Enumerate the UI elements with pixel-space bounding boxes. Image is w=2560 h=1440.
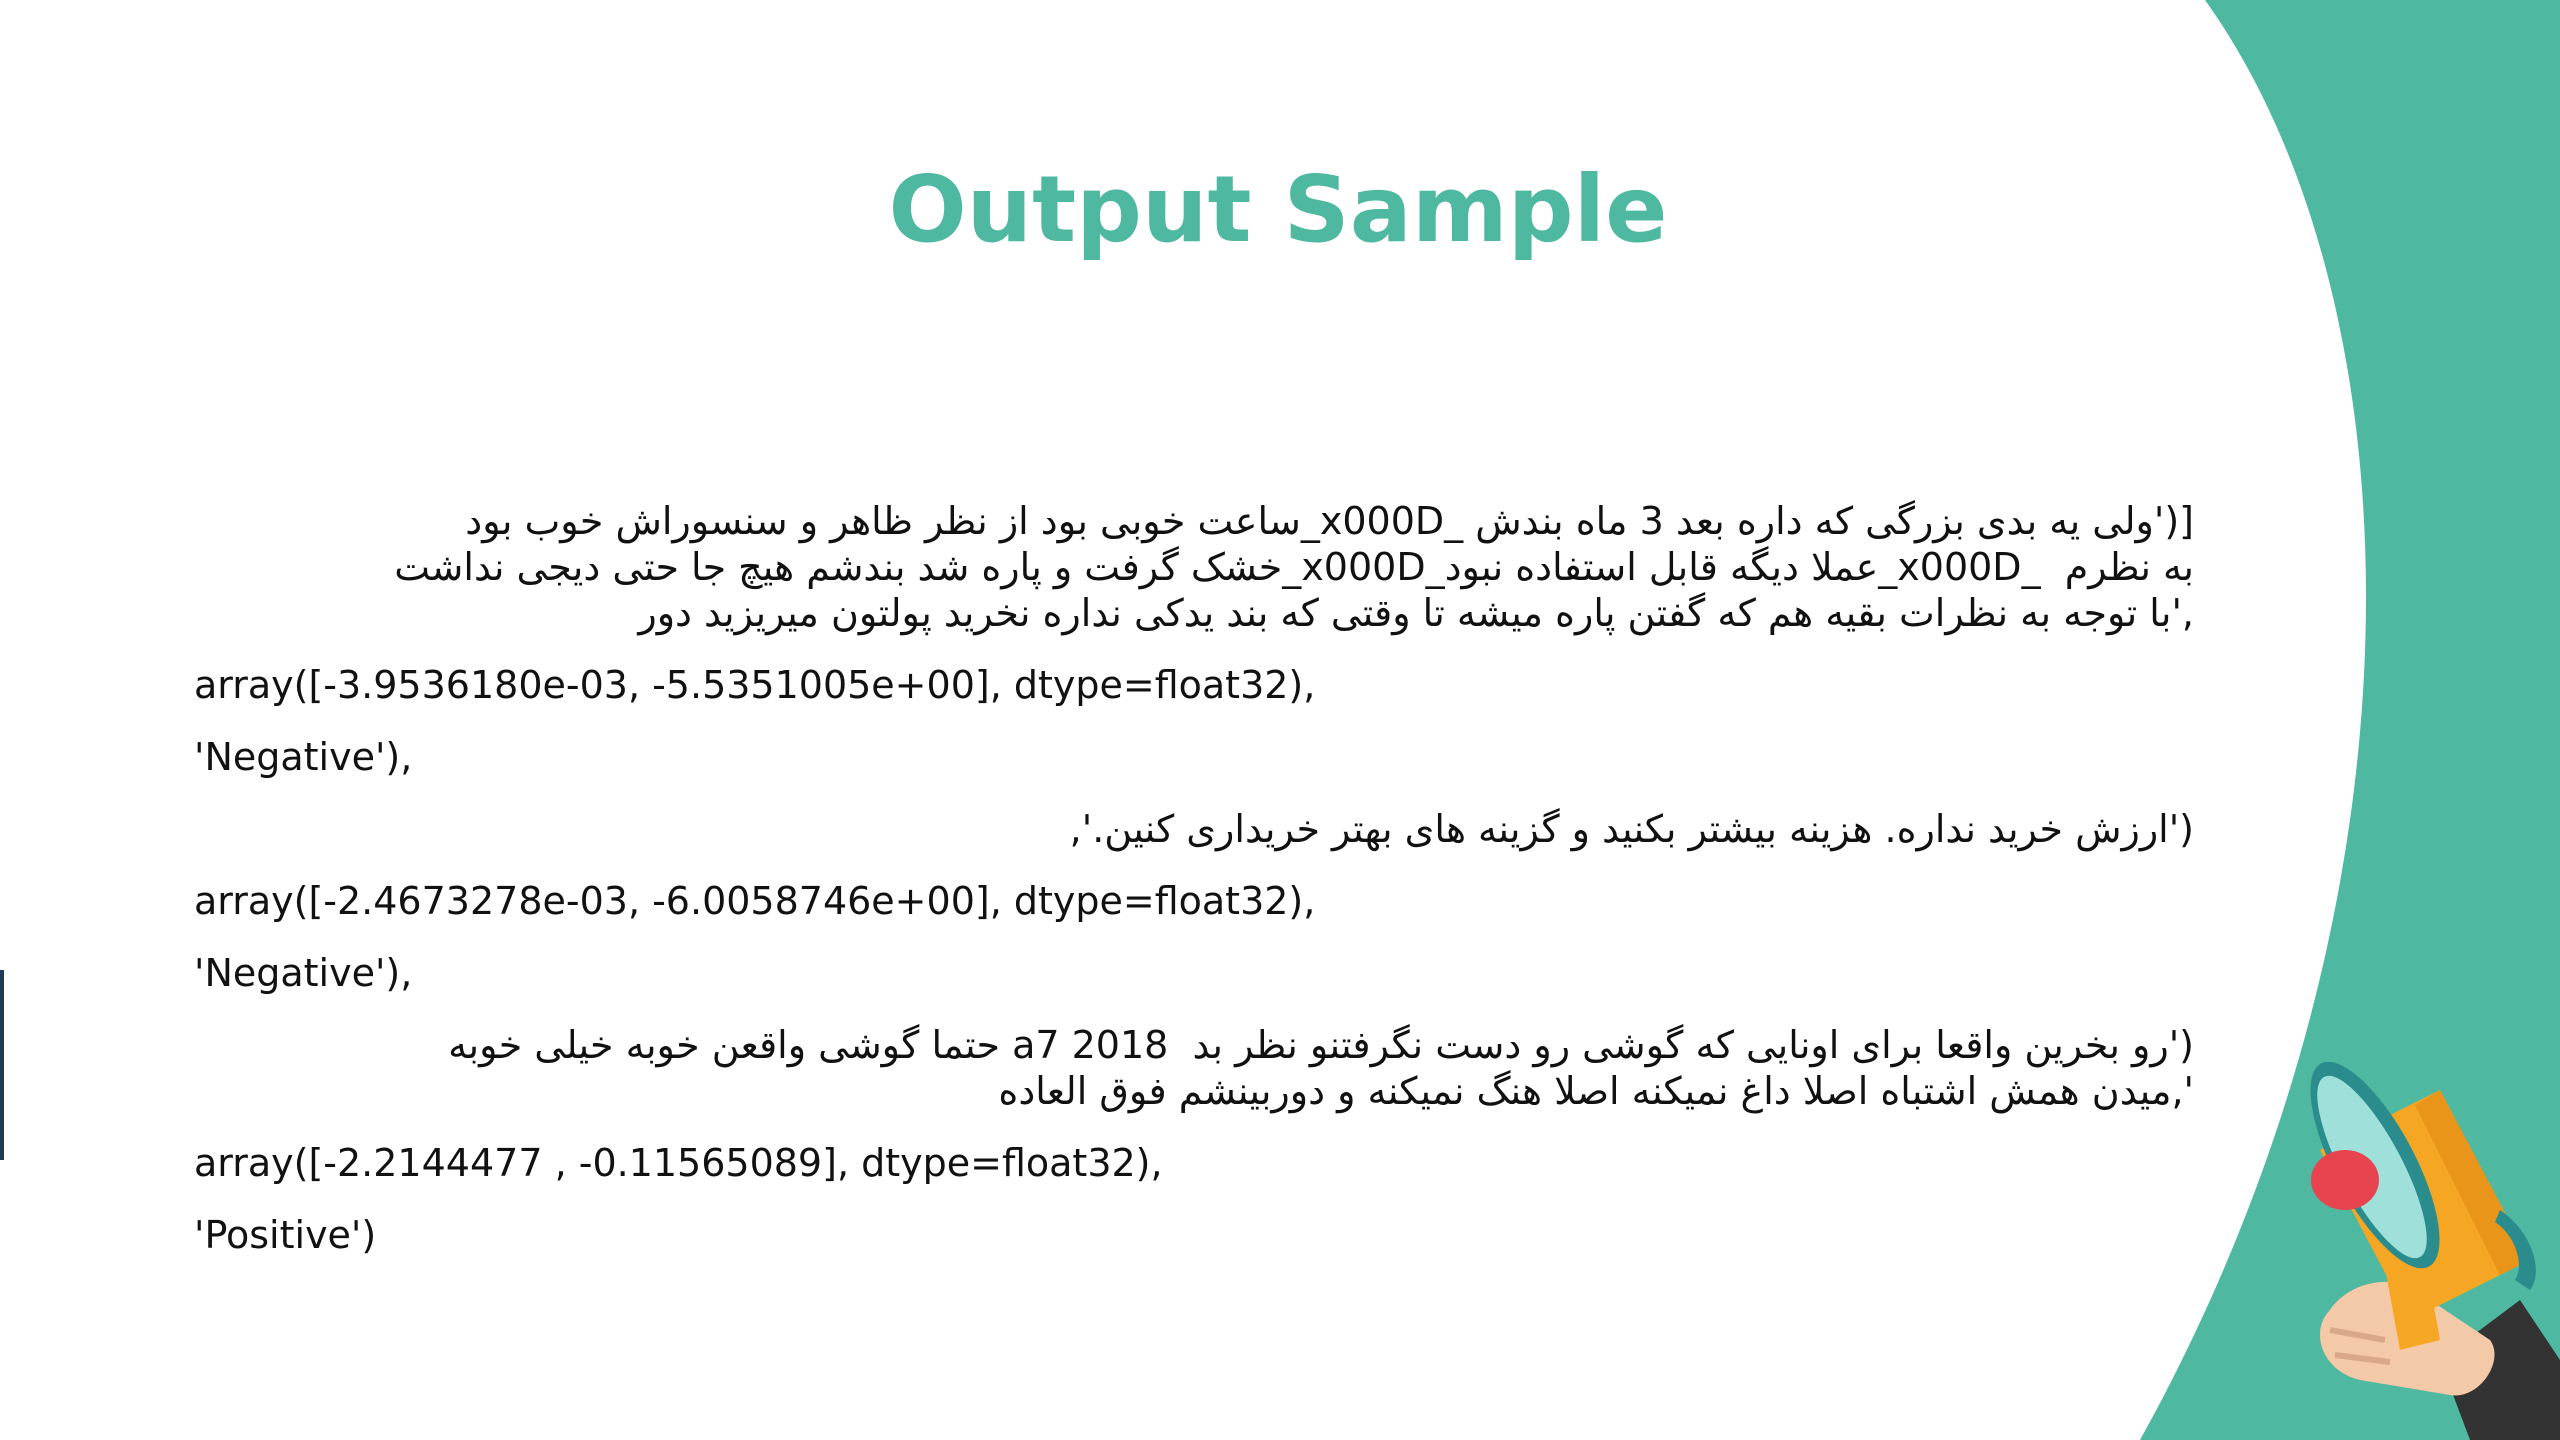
review-text-2-line: ('ارزش خرید نداره. هزینه بیشتر بکنید و گزینه های بهتر خریداری کنین.', [1069, 807, 2194, 851]
review-text-1-line: به نظرم _x000D_عملا دیگه قابل استفاده نبود_x000D_خشک گرفت و پاره شد بندشم هیچ جا حتی دیجی نداشت [394, 545, 2194, 589]
score-array-1: array([-3.9536180e-03, -5.5351005e+00], dtype=float32), [194, 663, 1316, 707]
review-text-3-line: ',میدن همش اشتباه اصلا داغ نمیکنه اصلا هنگ نمیکنه و دوربینشم فوق العاده [998, 1069, 2194, 1113]
page-title-text: Output Sample [888, 156, 1668, 263]
score-array-3: array([-2.2144477 , -0.11565089], dtype=float32), [194, 1141, 1163, 1185]
review-text-2 [194, 806, 2194, 852]
review-text-1-line: [('ولی یه بدی بزرگی که داره بعد 3 ماه بندش _x000D_ساعت خوبی بود از نظر ظاهر و سنسوراش خوب بود [465, 499, 2194, 543]
page-title [0, 150, 2560, 270]
review-text-1-line: ,'با توجه به نظرات بقیه هم که گفتن پاره میشه تا وقتی که بند یدکی نداره نخرید پولتون میریزید دور [638, 591, 2194, 635]
score-array-2: array([-2.4673278e-03, -6.0058746e+00], dtype=float32), [194, 879, 1316, 923]
label-3: 'Positive') [194, 1213, 377, 1257]
review-text-3 [194, 1022, 2194, 1114]
label-1: 'Negative'), [194, 735, 413, 779]
output-sample-text [194, 498, 2194, 1258]
review-text-1 [194, 498, 2194, 636]
left-edge-mark [0, 970, 4, 1160]
label-2: 'Negative'), [194, 951, 413, 995]
review-text-3-line: ('رو بخرین واقعا برای اونایی که گوشی رو دست نگرفتنو نظر بد a7 2018 حتما گوشی واقعن خوبه خیلی خوبه [448, 1023, 2194, 1067]
